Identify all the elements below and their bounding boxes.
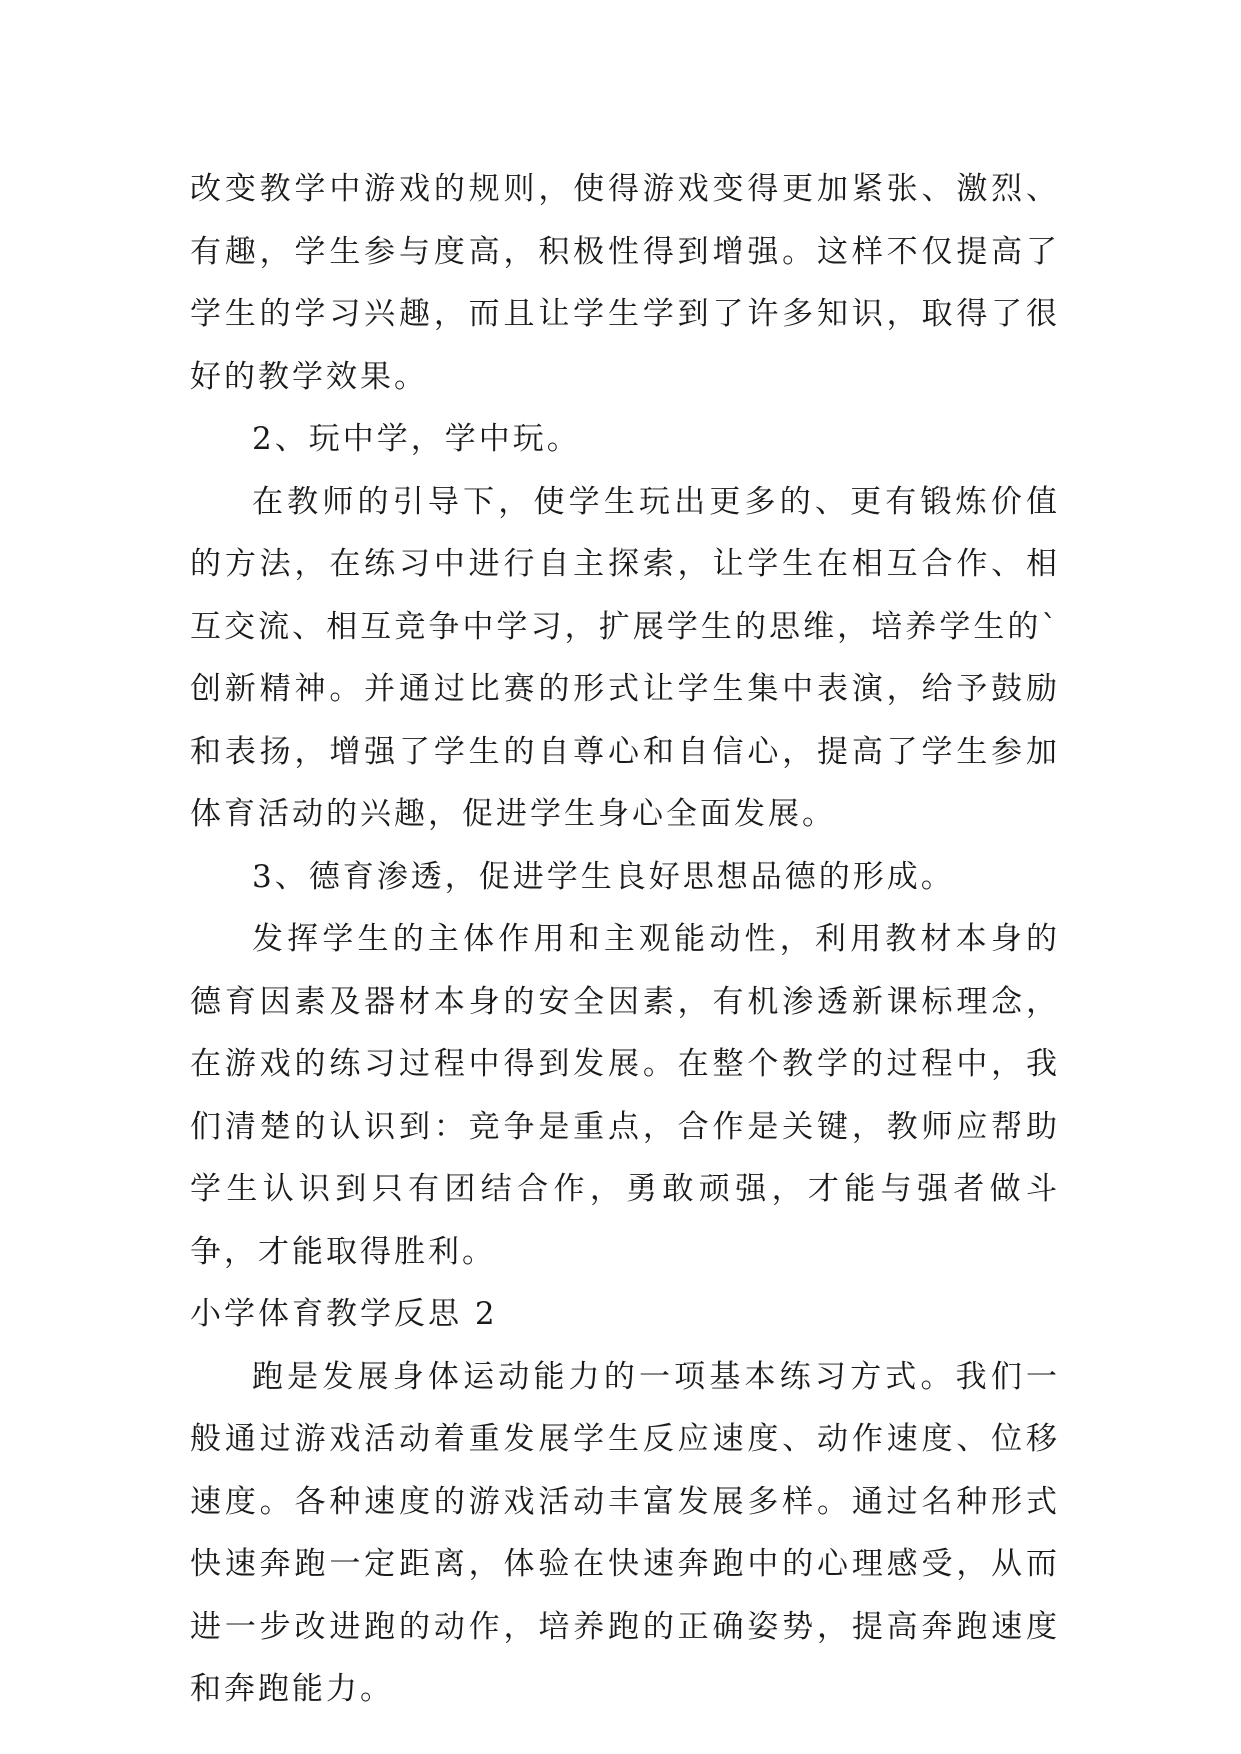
document-body bbox=[190, 158, 1060, 1721]
paragraph-2: 在教师的引导下，使学生玩出更多的、更有锻炼价值的方法，在练习中进行自主探索，让学生在相互合作、相互交流、相互竞争中学习，扩展学生的思维，培养学生的`创新精神。并通过比赛的形式让学生集中表演，给予鼓励和表扬，增强了学生的自尊心和自信心，提高了学生参加体育活动的兴趣，促进学生身心全面发展。 bbox=[190, 483, 1060, 832]
section-heading-3: 3、德育渗透，促进学生良好思想品德的形成。 bbox=[252, 858, 955, 895]
paragraph-3: 发挥学生的主体作用和主观能动性，利用教材本身的德育因素及器材本身的安全因素，有机渗透新课标理念，在游戏的练习过程中得到发展。在整个教学的过程中，我们清楚的认识到：竞争是重点，合作是关键，教师应帮助学生认识到只有团结合作，勇敢顽强，才能与强者做斗争，才能取得胜利。 bbox=[190, 921, 1060, 1270]
paragraph-4: 跑是发展身体运动能力的一项基本练习方式。我们一般通过游戏活动着重发展学生反应速度、动作速度、位移速度。各种速度的游戏活动丰富发展多样。通过名种形式快速奔跑一定距离，体验在快速奔跑中的心理感受，从而进一步改进跑的动作，培养跑的正确姿势，提高奔跑速度和奔跑能力。 bbox=[190, 1358, 1060, 1707]
article-title: 小学体育教学反思 2 bbox=[190, 1296, 498, 1332]
paragraph-1: 改变教学中游戏的规则，使得游戏变得更加紧张、激烈、有趣，学生参与度高，积极性得到增强。这样不仅提高了学生的学习兴趣，而且让学生学到了许多知识，取得了很好的教学效果。 bbox=[190, 171, 1060, 395]
section-heading-2: 2、玩中学，学中玩。 bbox=[252, 421, 581, 457]
